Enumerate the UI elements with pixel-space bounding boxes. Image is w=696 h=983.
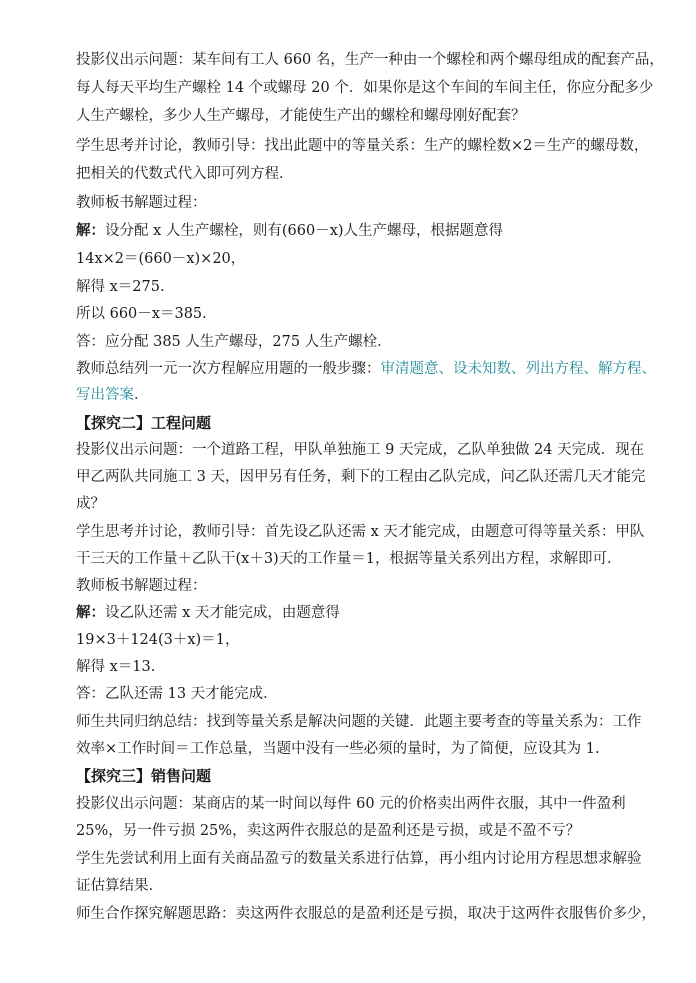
text-line: 教师板书解题过程： [76,195,207,211]
text-line: 证估算结果. [76,878,154,894]
text-line: 25%，另一件亏损 25%，卖这两件衣服总的是盈利还是亏损，或是不盈不亏？ [76,823,581,839]
text-line: 学生思考并讨论，教师引导：找出此题中的等量关系：生产的螺栓数×2＝生产的螺母数， [76,138,649,154]
steps-highlight: 写出答案 [76,387,134,403]
summary-text: ． [134,387,149,403]
solution-label: 解： [76,604,105,621]
text-line: 师生共同归纳总结：找到等量关系是解决问题的关键．此题主要考查的等量关系为：工作 [76,714,642,730]
solution-line [76,221,503,241]
text-line: 把相关的代数式代入即可列方程． [76,166,294,182]
summary-text: 教师总结列一元一次方程解应用题的一般步骤： [76,361,381,377]
text-line: 解得 x＝275. [76,279,165,295]
solution-label: 解： [76,222,105,239]
text-line: 干三天的工作量＋乙队干(x＋3)天的工作量＝1，根据等量关系列出方程，求解即可． [76,551,622,567]
steps-highlight: 审清题意、设未知数、列出方程、解方程、 [380,361,656,377]
summary-line [76,385,149,405]
section-heading: 【探究二】工程问题 [76,414,212,432]
equation-line: 19×3＋124(3＋x)＝1， [76,632,240,648]
text-line: 人生产螺栓，多少人生产螺母，才能使生产出的螺栓和螺母刚好配套？ [76,108,526,124]
solution-text: 设分配 x 人生产螺栓，则有(660－x)人生产螺母，根据题意得 [105,223,504,239]
solution-text: 设乙队还需 x 天才能完成，由题意得 [105,605,340,621]
answer-line: 答：乙队还需 13 天才能完成． [76,686,278,702]
text-line: 教师板书解题过程： [76,578,207,594]
summary-line [76,359,656,379]
text-line: 每人每天平均生产螺栓 14 个或螺母 20 个．如果你是这个车间的车间主任，你应分配多少 [76,80,654,96]
text-line: 甲乙两队共同施工 3 天，因甲另有任务，剩下的工程由乙队完成，问乙队还需几天才能完 [76,469,646,485]
text-line: 师生合作探究解题思路：卖这两件衣服总的是盈利还是亏损，取决于这两件衣服售价多少， [76,906,656,922]
text-line: 所以 660－x＝385. [76,306,207,322]
answer-line: 答：应分配 385 人生产螺母，275 人生产螺栓． [76,334,392,350]
text-line: 效率×工作时间＝工作总量，当题中没有一些必须的量时，为了简便，应设其为 1. [76,741,600,757]
text-line: 学生先尝试利用上面有关商品盈亏的数量关系进行估算，再小组内讨论用方程思想求解验 [76,851,642,867]
text-line: 成？ [76,496,105,512]
text-line: 投影仪出示问题：一个道路工程，甲队单独施工 9 天完成，乙队单独做 24 天完成．现在 [76,442,645,458]
solution-line [76,603,340,623]
section-heading: 【探究三】销售问题 [76,767,212,785]
text-line: 投影仪出示问题：某商店的某一时间以每件 60 元的价格卖出两件衣服，其中一件盈利 [76,796,626,812]
text-line: 解得 x＝13. [76,659,156,675]
text-line: 学生思考并讨论，教师引导：首先设乙队还需 x 天才能完成，由题意可得等量关系：甲队 [76,524,645,540]
equation-line: 14x×2＝(660－x)×20， [76,251,246,267]
text-line: 投影仪出示问题：某车间有工人 660 名，生产一种由一个螺栓和两个螺母组成的配套产品， [76,52,664,68]
